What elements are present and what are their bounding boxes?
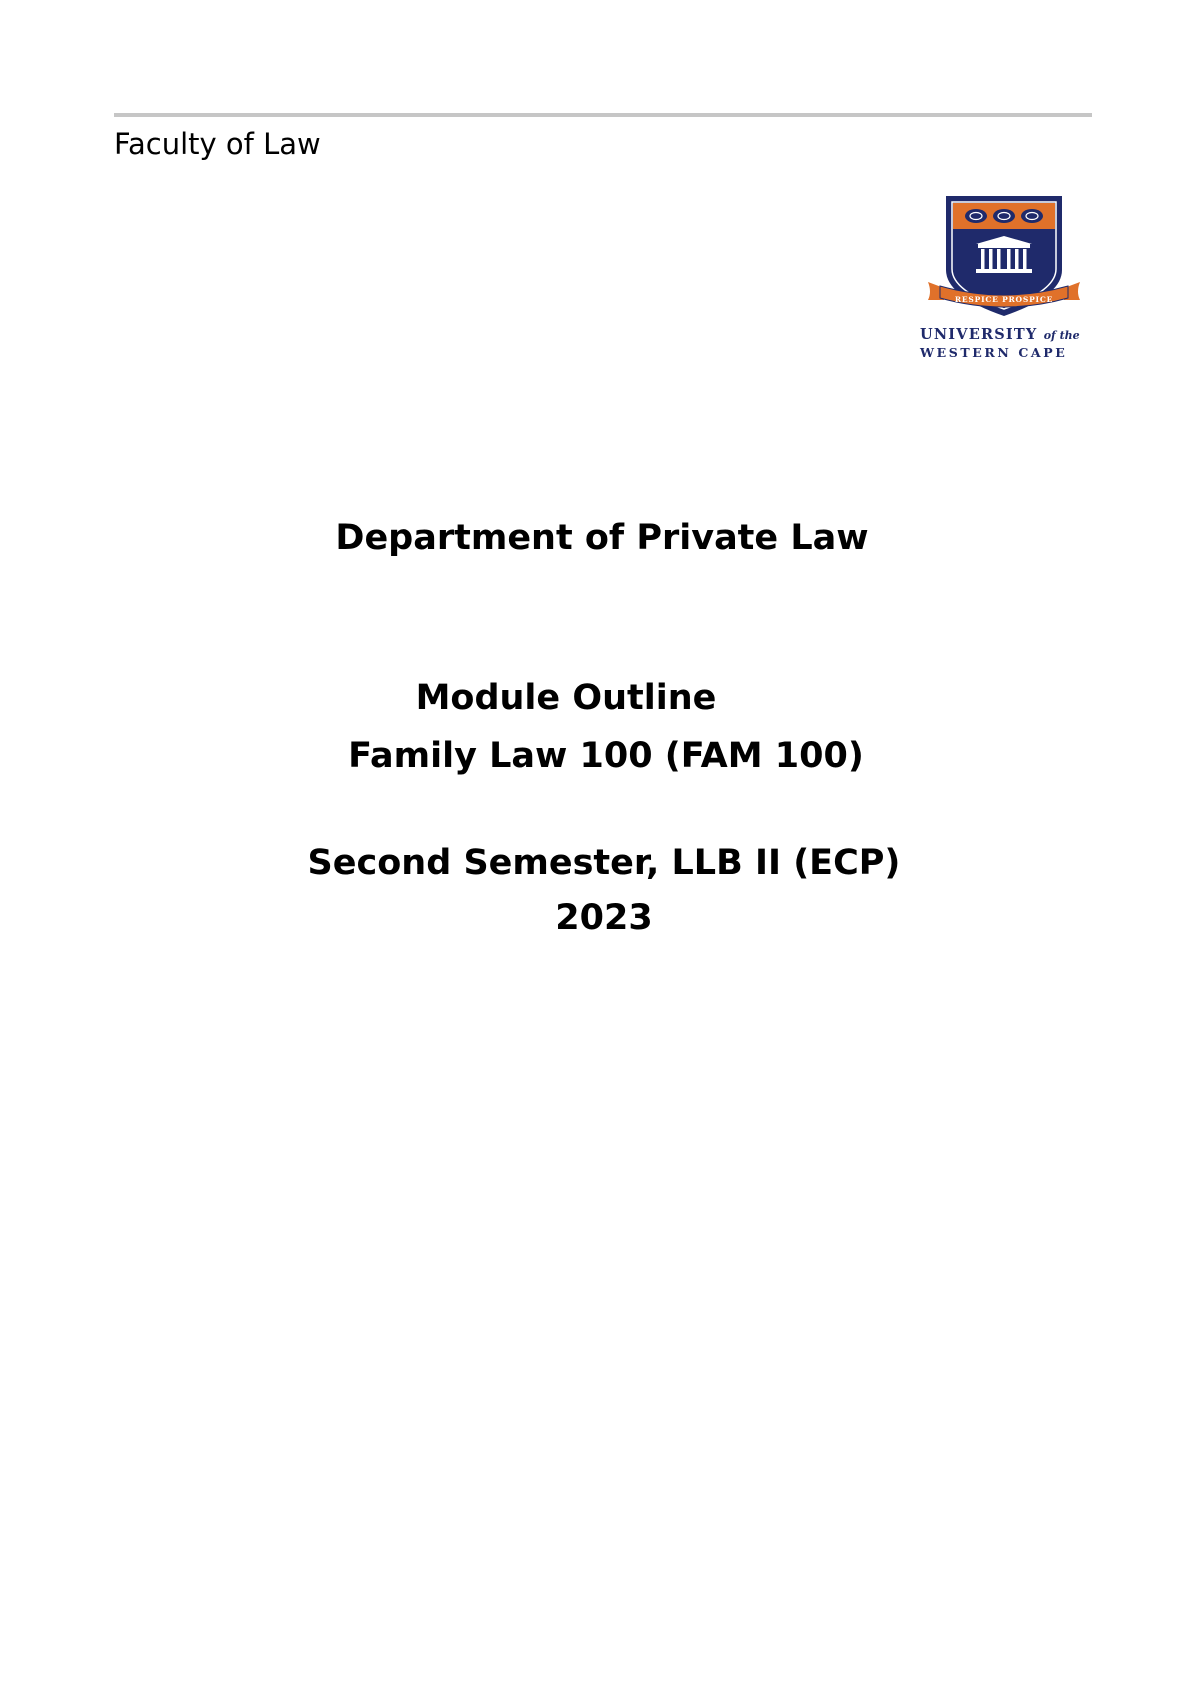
motto-text: RESPICE PROSPICE <box>954 295 1054 304</box>
faculty-name: Faculty of Law <box>114 127 321 161</box>
university-logo <box>918 192 1090 364</box>
university-name-line1: UNIVERSITY of the <box>920 326 1080 343</box>
course-title: Family Law 100 (FAM 100) <box>348 736 864 776</box>
module-outline-title: Module Outline <box>415 678 717 718</box>
header-rule <box>114 113 1092 117</box>
crest-icon <box>918 192 1090 322</box>
department-title: Department of Private Law <box>335 518 869 558</box>
semester-title: Second Semester, LLB II (ECP) <box>307 843 901 883</box>
university-name-line2: WESTERN CAPE <box>920 345 1068 360</box>
year-title: 2023 <box>555 898 653 938</box>
